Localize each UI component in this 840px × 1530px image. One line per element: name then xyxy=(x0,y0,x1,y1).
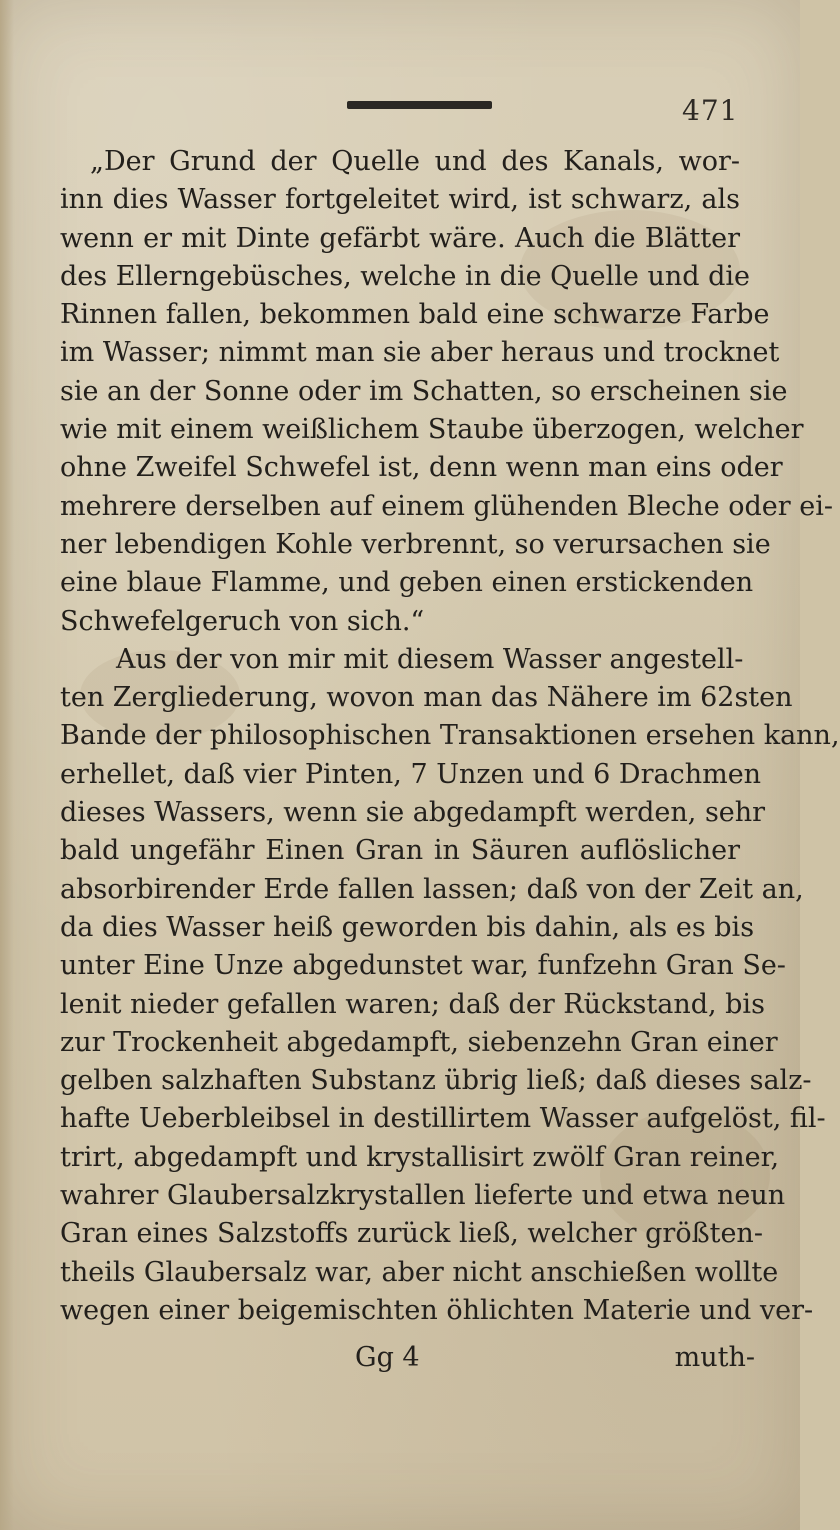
text-line: mehrere derselben auf einem glühenden Bleche oder ei- xyxy=(60,490,833,522)
text-line: im Wasser; nimmt man sie aber heraus und trocknet xyxy=(60,337,780,369)
text-line: ten Zergliederung, wovon man das Nähere im 62sten xyxy=(60,682,793,714)
text-line: erhellet, daß vier Pinten, 7 Unzen und 6 Drachmen xyxy=(60,758,762,790)
text-line: theils Glaubersalz war, aber nicht anschießen wollte xyxy=(60,1256,779,1288)
header-rule xyxy=(347,101,492,109)
text-line: zur Trockenheit abgedampft, siebenzehn Gran einer xyxy=(60,1026,778,1058)
text-line: wenn er mit Dinte gefärbt wäre. Auch die Blätter xyxy=(60,222,740,254)
body-text xyxy=(60,143,840,1330)
page-number: 471 xyxy=(682,94,739,127)
page-footer xyxy=(355,1342,755,1382)
text-line: wie mit einem weißlichem Staube überzogen, welcher xyxy=(60,414,804,446)
text-line: unter Eine Unze abgedunstet war, funfzehn Gran Se- xyxy=(60,950,786,982)
text-line: lenit nieder gefallen waren; daß der Rückstand, bis xyxy=(60,988,765,1020)
text-line: trirt, abgedampft und krystallisirt zwölf Gran reiner, xyxy=(60,1141,780,1173)
text-line: sie an der Sonne oder im Schatten, so erscheinen sie xyxy=(60,375,788,407)
text-line: ner lebendigen Kohle verbrennt, so verursachen sie xyxy=(60,528,771,560)
text-line: Aus der von mir mit diesem Wasser angestell- xyxy=(116,643,744,675)
text-line: „Der Grund der Quelle und des Kanals, wor- xyxy=(90,146,740,177)
text-line: absorbirender Erde fallen lassen; daß von der Zeit an, xyxy=(60,873,804,905)
text-line: hafte Ueberbleibsel in destillirtem Wasser aufgelöst, fil- xyxy=(60,1103,826,1135)
text-line: wahrer Glaubersalzkrystallen lieferte und etwa neun xyxy=(60,1180,786,1212)
text-line: inn dies Wasser fortgeleitet wird, ist schwarz, als xyxy=(60,184,740,216)
text-line: des Ellerngebüsches, welche in die Quelle und die xyxy=(60,260,751,292)
text-line: eine blaue Flamme, und geben einen erstickenden xyxy=(60,567,754,599)
text-line: bald ungefähr Einen Gran in Säuren auflöslicher xyxy=(60,835,740,867)
text-line: Schwefelgeruch von sich.“ xyxy=(60,605,425,637)
page-edge-shadow xyxy=(0,0,14,1530)
text-line: da dies Wasser heiß geworden bis dahin, als es bis xyxy=(60,911,755,943)
text-line: Bande der philosophischen Transaktionen ersehen kann, xyxy=(60,720,840,752)
text-line: dieses Wassers, wenn sie abgedampft werden, sehr xyxy=(60,797,766,829)
text-line: Rinnen fallen, bekommen bald eine schwarze Farbe xyxy=(60,299,770,331)
text-line: Gran eines Salzstoffs zurück ließ, welcher größten- xyxy=(60,1218,763,1250)
text-line: wegen einer beigemischten öhlichten Materie und ver- xyxy=(60,1294,814,1326)
text-line: ohne Zweifel Schwefel ist, denn wenn man eins oder xyxy=(60,452,783,484)
catchword: muth- xyxy=(674,1342,755,1373)
signature-mark: Gg 4 xyxy=(355,1342,420,1373)
text-line: gelben salzhaften Substanz übrig ließ; daß dieses salz- xyxy=(60,1065,812,1097)
